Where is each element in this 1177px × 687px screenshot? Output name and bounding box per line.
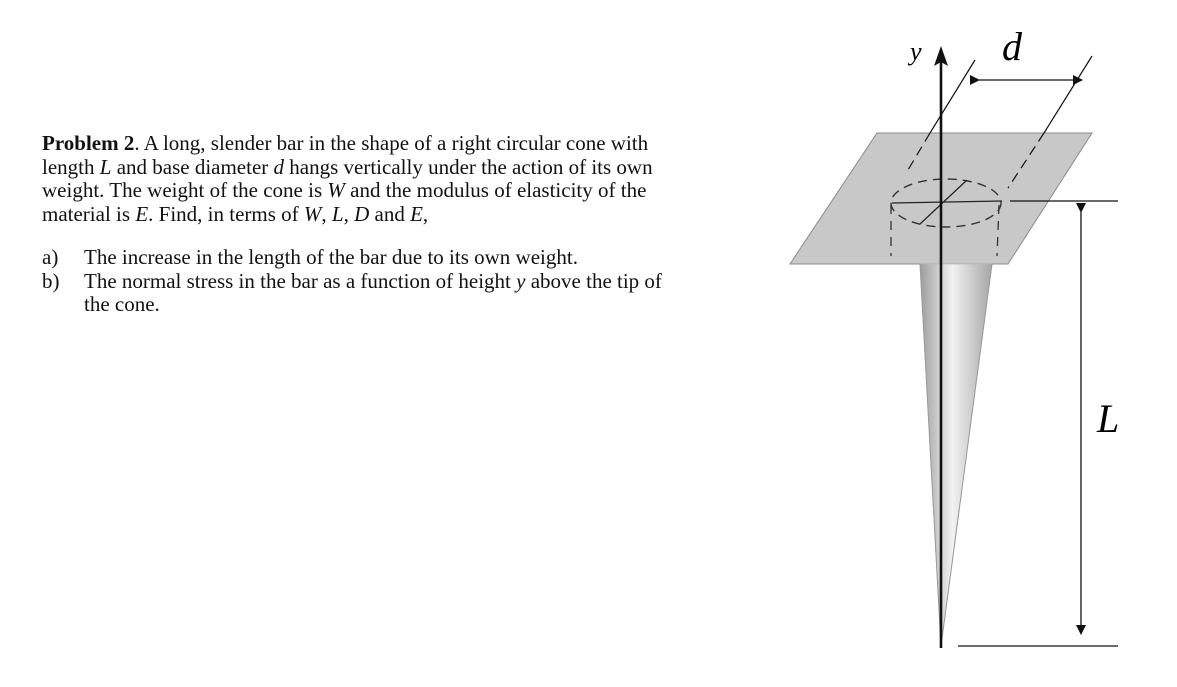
part-b-marker: b) xyxy=(42,268,60,293)
term-diameter: D xyxy=(354,201,370,226)
term-separator-2: , xyxy=(343,201,355,226)
problem-intro xyxy=(42,132,682,226)
length-label: L xyxy=(1097,396,1120,441)
intro-text-3: hangs vertically under the action of its own weight. The weight of the cone is xyxy=(42,154,653,202)
term-weight: W xyxy=(303,201,322,226)
var-weight: W xyxy=(327,178,345,202)
part-b-text xyxy=(84,270,682,317)
problem-heading: Problem 2 xyxy=(42,131,135,155)
term-separator-3: and xyxy=(369,201,411,226)
part-a-text: The increase in the length of the bar due to its own weight. xyxy=(84,245,578,269)
term-separator-1: , xyxy=(321,201,332,226)
intro-text-5: . Find, in terms of xyxy=(148,201,304,226)
cone-diagram xyxy=(770,20,1170,680)
d-extension-right-upper xyxy=(1044,56,1092,133)
intro-text-4: and the modulus of elasticity of the material is xyxy=(42,178,647,226)
term-length: L xyxy=(331,201,344,226)
diameter-label: d xyxy=(1002,24,1022,69)
part-a xyxy=(42,246,682,270)
axis-label: y xyxy=(910,37,922,66)
term-modulus: E xyxy=(410,201,423,226)
d-extension-left-upper xyxy=(930,60,975,133)
var-length: L xyxy=(99,154,112,179)
problem-parts xyxy=(42,246,682,317)
part-b-text-2: above the tip of the cone. xyxy=(84,268,662,316)
part-b-var-height: y xyxy=(516,268,526,293)
part-b xyxy=(42,270,682,317)
intro-text-1: . A long, slender bar in the shape of a right circular cone with length xyxy=(42,131,649,179)
problem-statement xyxy=(42,132,682,317)
part-b-text-1: The normal stress in the bar as a function of height xyxy=(84,268,517,293)
part-a-marker: a) xyxy=(42,245,59,269)
cone-figure xyxy=(770,20,1170,680)
var-modulus: E xyxy=(135,201,149,226)
intro-text-2: and base diameter xyxy=(111,154,274,179)
var-diameter: d xyxy=(273,154,285,179)
term-separator-4: , xyxy=(422,201,429,226)
